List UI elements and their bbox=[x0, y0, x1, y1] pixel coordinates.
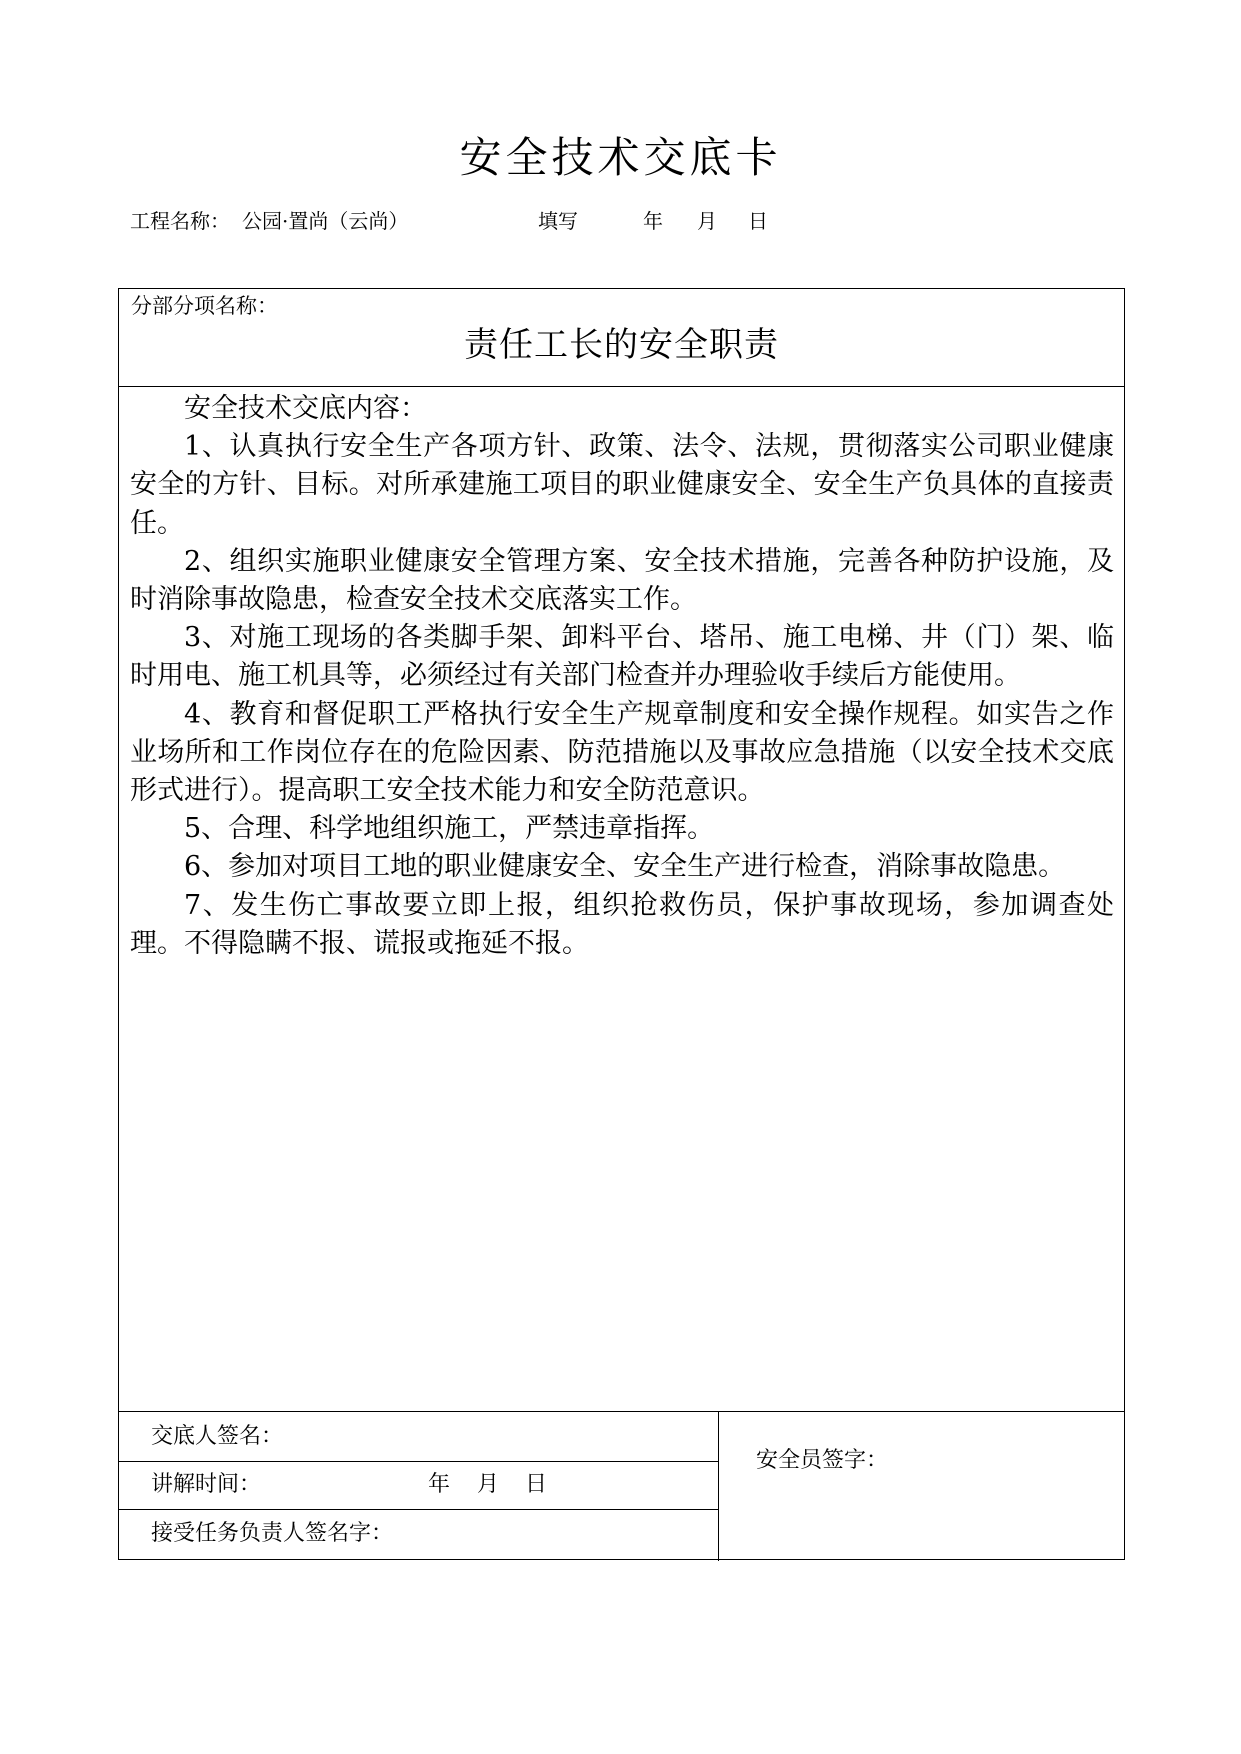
divider-signature-vertical bbox=[718, 1411, 719, 1561]
content-heading: 安全技术交底内容： bbox=[184, 393, 427, 424]
explanation-time-label: 讲解时间： bbox=[151, 1472, 262, 1497]
safety-officer-signature-label: 安全员签字： bbox=[756, 1448, 889, 1473]
time-day-label: 日 bbox=[525, 1472, 548, 1497]
content-item-7: 7、发生伤亡事故要立即上报，组织抢救伤员，保护事故现场，参加调查处理。不得隐瞒不报、谎报或拖延不报。 bbox=[130, 889, 1114, 959]
fill-day-label: 日 bbox=[748, 209, 768, 233]
content-item-6: 6、参加对项目工地的职业健康安全、安全生产进行检查，消除事故隐患。 bbox=[184, 851, 1066, 883]
divider-sign-row-2 bbox=[119, 1509, 719, 1510]
section-title: 责任工长的安全职责 bbox=[464, 325, 779, 365]
section-label: 分部分项名称： bbox=[131, 294, 278, 318]
discloser-signature-label: 交底人签名： bbox=[151, 1424, 284, 1449]
content-item-2: 2、组织实施职业健康安全管理方案、安全技术措施，完善各种防护设施，及时消除事故隐患，检查安全技术交底落实工作。 bbox=[130, 545, 1114, 616]
fill-month-label: 月 bbox=[697, 209, 717, 233]
time-month-label: 月 bbox=[477, 1472, 500, 1497]
disclosure-content bbox=[130, 390, 1114, 963]
fill-year-label: 年 bbox=[643, 209, 663, 233]
time-year-label: 年 bbox=[428, 1472, 451, 1497]
fill-date-label: 填写 bbox=[538, 209, 578, 233]
content-item-1: 1、认真执行安全生产各项方针、政策、法令、法规，贯彻落实公司职业健康安全的方针、目标。对所承建施工项目的职业健康安全、安全生产负具体的直接责任。 bbox=[130, 431, 1114, 539]
receiver-signature-label: 接受任务负责人签名字： bbox=[151, 1521, 394, 1546]
divider-signature bbox=[119, 1411, 1124, 1412]
project-name-value: 公园·置尚（云尚） bbox=[242, 209, 409, 233]
project-name-label: 工程名称： bbox=[130, 209, 230, 233]
divider-sign-row-1 bbox=[119, 1461, 719, 1462]
content-item-5: 5、合理、科学地组织施工，严禁违章指挥。 bbox=[184, 813, 715, 845]
divider-header bbox=[119, 386, 1124, 387]
content-item-3: 3、对施工现场的各类脚手架、卸料平台、塔吊、施工电梯、井（门）架、临时用电、施工机具等，必须经过有关部门检查并办理验收手续后方能使用。 bbox=[130, 622, 1114, 692]
content-item-4: 4、教育和督促职工严格执行安全生产规章制度和安全操作规程。如实告之作业场所和工作岗位存在的危险因素、防范措施以及事故应急措施（以安全技术交底形式进行）。提高职工安全技术能力和安全防范意识。 bbox=[130, 698, 1114, 807]
document-title: 安全技术交底卡 bbox=[459, 133, 782, 182]
